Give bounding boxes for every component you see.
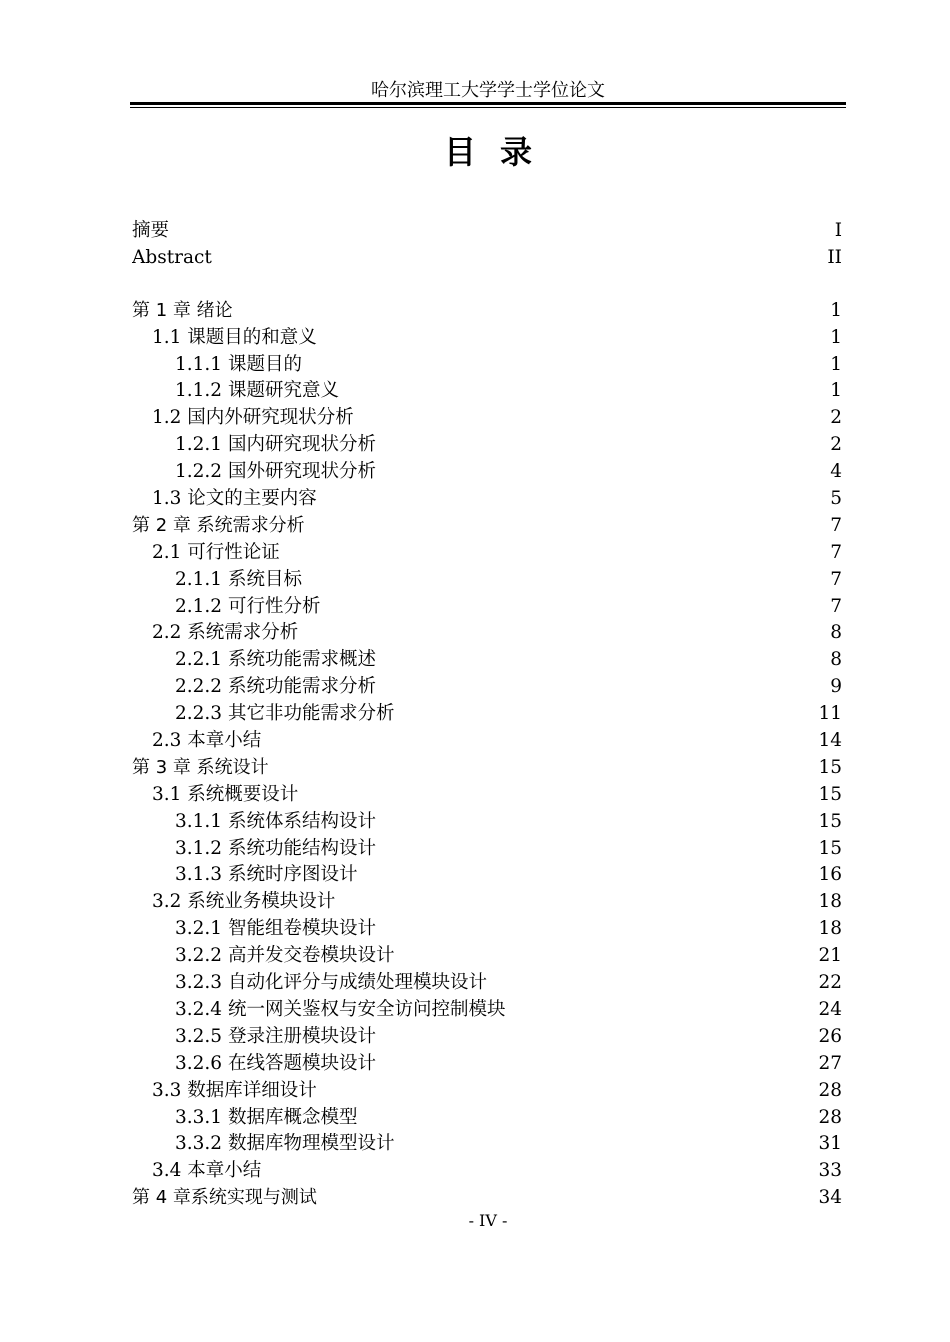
toc-entry[interactable]: [132, 298, 842, 325]
toc-entry-page: 15: [818, 783, 842, 805]
toc-entry-page: 8: [830, 649, 842, 671]
toc-entry[interactable]: [132, 405, 842, 432]
toc-entry-page: 1: [830, 380, 842, 402]
toc-entry-page: 8: [830, 622, 842, 644]
toc-entry-label: 2.1.1 系统目标: [175, 568, 302, 590]
toc-entry-label: 3.2.6 在线答题模块设计: [175, 1052, 376, 1074]
toc-entry[interactable]: [132, 620, 842, 647]
toc-entry-page: 31: [818, 1133, 842, 1155]
toc-entry[interactable]: [132, 1051, 842, 1078]
running-header: 哈尔滨理工大学学士学位论文: [371, 80, 605, 101]
toc-entry[interactable]: [132, 1158, 842, 1185]
toc-entry-label: 3.2.5 登录注册模块设计: [175, 1025, 376, 1047]
toc-entry-label: 2.1.2 可行性分析: [175, 595, 321, 617]
toc-entry-label: 第 2 章 系统需求分析: [132, 514, 305, 536]
toc-entry-label: 1.2.1 国内研究现状分析: [175, 434, 376, 456]
toc-entry[interactable]: [132, 755, 842, 782]
toc-entry-label: 1.2.2 国外研究现状分析: [175, 461, 376, 483]
toc-entry[interactable]: [132, 540, 842, 567]
toc-entry[interactable]: [132, 728, 842, 755]
toc-entry-label: 2.3 本章小结: [152, 730, 262, 752]
toc-entry[interactable]: [132, 674, 842, 701]
toc-entry-page: 26: [818, 1025, 842, 1047]
toc-entry-label: 3.1.1 系统体系结构设计: [175, 810, 376, 832]
toc-entry[interactable]: [132, 352, 842, 379]
toc-entry[interactable]: [132, 1024, 842, 1051]
page-number-footer: - IV -: [468, 1211, 508, 1230]
toc-entry[interactable]: [132, 889, 842, 916]
toc-entry-page: 33: [818, 1160, 842, 1182]
toc-entry-page: 2: [830, 434, 842, 456]
toc-entry-page: 16: [818, 864, 842, 886]
toc-entry[interactable]: [132, 809, 842, 836]
toc-entry-label: 3.3 数据库详细设计: [152, 1079, 317, 1101]
toc-entry-page: 9: [830, 676, 842, 698]
toc-entry-label: 1.3 论文的主要内容: [152, 488, 317, 510]
toc-entry-page: 7: [830, 595, 842, 617]
toc-entry-page: 7: [830, 568, 842, 590]
toc-entry[interactable]: [132, 997, 842, 1024]
toc-entry-label: 第 3 章 系统设计: [132, 756, 269, 778]
toc-entry-page: 15: [818, 756, 842, 778]
toc-entry-page: 28: [818, 1079, 842, 1101]
toc-entry-label: 3.2.2 高并发交卷模块设计: [175, 945, 395, 967]
toc-entry[interactable]: [132, 1078, 842, 1105]
toc-entry-page: 15: [818, 837, 842, 859]
toc-entry-page: 28: [818, 1106, 842, 1128]
toc-entry[interactable]: [132, 459, 842, 486]
toc-entry-page: 2: [830, 407, 842, 429]
toc-entry-page: I: [834, 220, 842, 241]
toc-entry-page: 4: [830, 461, 842, 483]
toc-entry-label: 3.2.4 统一网关鉴权与安全访问控制模块: [175, 998, 506, 1020]
toc-entry-page: II: [827, 246, 842, 268]
toc-entry-page: 27: [818, 1052, 842, 1074]
toc-entry[interactable]: [132, 513, 842, 540]
toc-entry-label: 2.2.2 系统功能需求分析: [175, 676, 376, 698]
toc-entry[interactable]: [132, 1185, 842, 1212]
toc-entry-label: 3.2.1 智能组卷模块设计: [175, 918, 376, 940]
toc-entry[interactable]: [132, 218, 842, 245]
toc-entry-label: 3.2 系统业务模块设计: [152, 891, 336, 913]
toc-entry-page: 1: [830, 353, 842, 375]
toc-entry-page: 34: [818, 1187, 842, 1209]
toc-entry-label: 3.3.2 数据库物理模型设计: [175, 1133, 395, 1155]
toc-entry[interactable]: [132, 916, 842, 943]
toc-entry-label: 3.1.2 系统功能结构设计: [175, 837, 376, 859]
toc-entry-label: 2.2.3 其它非功能需求分析: [175, 703, 395, 725]
toc-entry-label: 1.2 国内外研究现状分析: [152, 407, 354, 429]
toc-entry-label: 1.1.2 课题研究意义: [175, 380, 339, 402]
toc-entry[interactable]: [132, 701, 842, 728]
toc-entry-label: 3.3.1 数据库概念模型: [175, 1106, 358, 1128]
toc-entry-label: Abstract: [132, 246, 212, 268]
toc-entry-page: 15: [818, 810, 842, 832]
toc-entry-page: 5: [830, 488, 842, 510]
toc-entry-page: 7: [830, 514, 842, 536]
toc-entry[interactable]: [132, 782, 842, 809]
toc-entry[interactable]: [132, 943, 842, 970]
toc-entry-page: 22: [818, 972, 842, 994]
toc-entry-page: 24: [818, 998, 842, 1020]
toc-entry-page: 1: [830, 299, 842, 321]
toc-entry[interactable]: [132, 325, 842, 352]
toc-entry-label: 第 4 章系统实现与测试: [132, 1187, 317, 1209]
toc-entry[interactable]: [132, 594, 842, 621]
header-rule-thick: [130, 102, 846, 105]
toc-entry-page: 14: [818, 730, 842, 752]
toc-entry[interactable]: [132, 647, 842, 674]
toc-entry[interactable]: [132, 378, 842, 405]
toc-entry-page: 21: [818, 945, 842, 967]
toc-entry-page: 18: [818, 891, 842, 913]
toc-entry[interactable]: [132, 836, 842, 863]
toc-entry-label: 2.2 系统需求分析: [152, 622, 299, 644]
toc-entry-page: 7: [830, 541, 842, 563]
toc-entry-label: 3.1.3 系统时序图设计: [175, 864, 358, 886]
toc-entry-page: 11: [818, 703, 842, 725]
toc-entry[interactable]: [132, 970, 842, 997]
page-title: 目录: [443, 133, 556, 171]
toc-entry[interactable]: [132, 567, 842, 594]
table-of-contents: [132, 218, 842, 1212]
toc-entry-page: 18: [818, 918, 842, 940]
toc-entry-label: 摘要: [132, 220, 170, 241]
toc-entry-label: 3.1 系统概要设计: [152, 783, 299, 805]
toc-entry[interactable]: [132, 1105, 842, 1132]
toc-entry[interactable]: [132, 862, 842, 889]
toc-entry-label: 2.1 可行性论证: [152, 541, 280, 563]
toc-entry-label: 3.2.3 自动化评分与成绩处理模块设计: [175, 972, 487, 994]
toc-entry[interactable]: [132, 245, 842, 272]
toc-entry[interactable]: [132, 1131, 842, 1158]
toc-entry-label: 3.4 本章小结: [152, 1160, 262, 1182]
toc-entry-label: 第 1 章 绪论: [132, 299, 233, 321]
toc-entry[interactable]: [132, 432, 842, 459]
toc-entry-label: 2.2.1 系统功能需求概述: [175, 649, 376, 671]
toc-entry-label: 1.1 课题目的和意义: [152, 326, 317, 348]
header-rule-thin: [130, 107, 846, 108]
toc-entry-page: 1: [830, 326, 842, 348]
toc-entry-label: 1.1.1 课题目的: [175, 353, 302, 375]
toc-entry[interactable]: [132, 486, 842, 513]
